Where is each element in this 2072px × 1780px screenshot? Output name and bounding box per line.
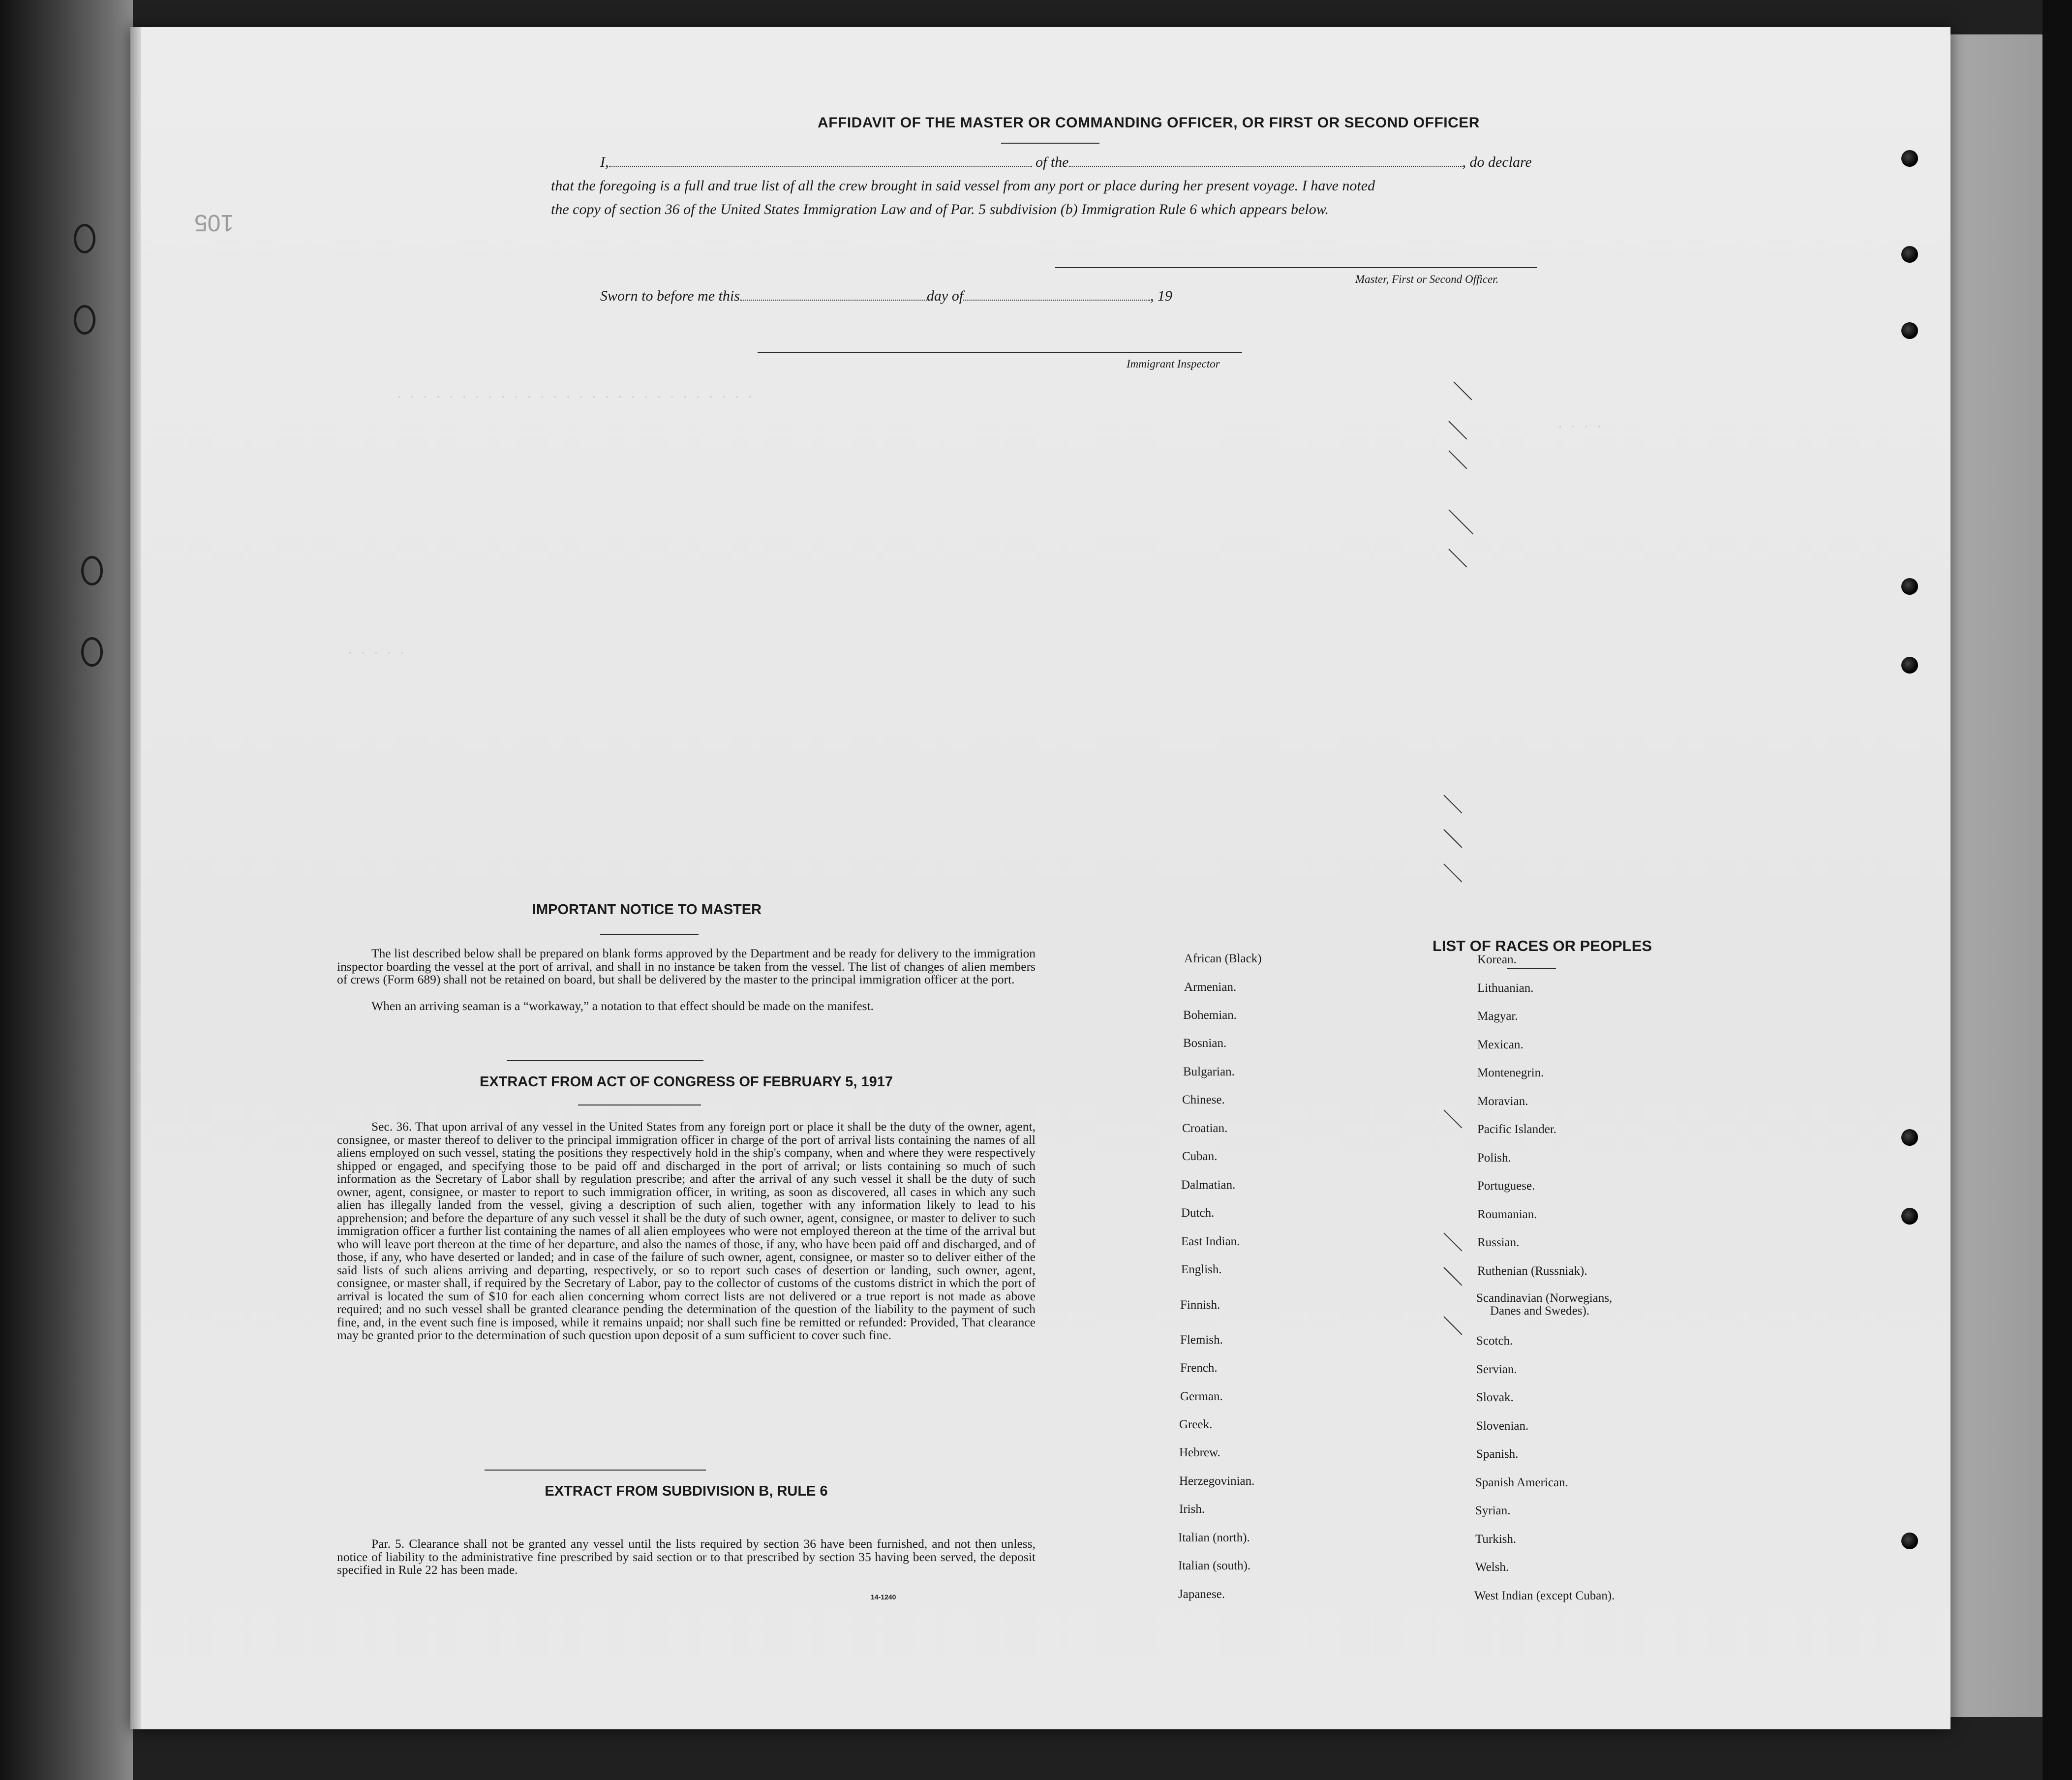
affidavit-line-2: that the foregoing is a full and true list of all the crew brought in said vessel from any port or place during her present voyage. I have noted xyxy=(551,178,1375,194)
race-item: Portuguese. xyxy=(1477,1179,1535,1193)
binder-hole-icon xyxy=(1901,1208,1918,1225)
vessel-label: of the xyxy=(1036,154,1069,170)
race-item: East Indian. xyxy=(1181,1235,1240,1248)
race-item: Flemish. xyxy=(1180,1333,1223,1347)
pencil-tick-mark xyxy=(1448,549,1467,567)
inspector-signature-caption: Immigrant Inspector xyxy=(1127,358,1220,370)
race-item: Ruthenian (Russniak). xyxy=(1477,1264,1587,1278)
sworn-month-field[interactable] xyxy=(963,289,1150,301)
race-item: Turkish. xyxy=(1475,1533,1517,1546)
pencil-tick-mark xyxy=(1443,863,1462,882)
binder-hole-icon xyxy=(1901,246,1918,263)
race-item: English. xyxy=(1181,1263,1222,1276)
race-item: Dutch. xyxy=(1181,1206,1215,1220)
affidavit-title: AFFIDAVIT OF THE MASTER OR COMMANDING OFFICER, OR FIRST OR SECOND OFFICER xyxy=(818,115,1480,131)
race-item: African (Black) xyxy=(1184,952,1262,965)
race-item: Scotch. xyxy=(1476,1334,1513,1348)
race-item: German. xyxy=(1180,1390,1223,1403)
race-item: French. xyxy=(1180,1361,1218,1375)
affidavit-line-3: the copy of section 36 of the United States Immigration Law and of Par. 5 subdivision (b) Immigration Rule 6 which appears below. xyxy=(551,201,1329,217)
year-label: , 19 xyxy=(1150,288,1173,304)
vessel-name-field[interactable] xyxy=(1069,155,1463,167)
pencil-tick-mark xyxy=(1443,1267,1462,1286)
act-extract-title: EXTRACT FROM ACT OF CONGRESS OF FEBRUARY 5, 1917 xyxy=(479,1074,893,1090)
races-title-rule xyxy=(1507,968,1556,969)
race-item: Slovenian. xyxy=(1476,1419,1529,1433)
race-item: Russian. xyxy=(1477,1236,1520,1249)
binder-hole-icon xyxy=(1901,1129,1918,1146)
race-item: Welsh. xyxy=(1475,1561,1509,1574)
affidavit-line-1 xyxy=(600,154,1532,171)
sworn-label: Sworn to before me this xyxy=(600,288,740,304)
race-item: Cuban. xyxy=(1182,1150,1218,1163)
pencil-tick-mark xyxy=(1448,509,1473,534)
race-item: Bulgarian. xyxy=(1183,1065,1235,1078)
race-item: West Indian (except Cuban). xyxy=(1474,1589,1615,1602)
race-item: Japanese. xyxy=(1178,1588,1225,1601)
master-signature-caption: Master, First or Second Officer. xyxy=(1355,273,1499,285)
race-item: Pacific Islander. xyxy=(1477,1123,1557,1136)
pencil-tick-mark xyxy=(1443,1232,1462,1251)
race-item: Italian (south). xyxy=(1178,1559,1251,1572)
race-item: Finnish. xyxy=(1180,1298,1220,1312)
pencil-tick-mark xyxy=(1448,421,1467,439)
binder-hole-icon xyxy=(1901,578,1918,595)
declarant-label: I, xyxy=(600,154,609,170)
pencil-tick-mark xyxy=(1443,1109,1462,1128)
scan-border-right xyxy=(2042,0,2072,1780)
race-item: Spanish. xyxy=(1476,1447,1519,1461)
races-title: LIST OF RACES OR PEOPLES xyxy=(1432,937,1652,954)
title-rule xyxy=(1001,143,1099,144)
day-of-label: day of xyxy=(926,288,964,304)
form-number: 14-1240 xyxy=(871,1593,896,1601)
sworn-line xyxy=(600,288,1172,305)
race-item: Lithuanian. xyxy=(1477,982,1534,995)
race-item: Bosnian. xyxy=(1183,1037,1227,1050)
race-item: Armenian. xyxy=(1184,981,1237,994)
binder-ring-icon xyxy=(81,637,103,667)
sworn-day-field[interactable] xyxy=(740,289,927,301)
race-item: Scandinavian (Norwegians, xyxy=(1476,1291,1613,1305)
race-item: Korean. xyxy=(1477,953,1517,966)
binder-ring-icon xyxy=(81,556,103,585)
race-item: Mexican. xyxy=(1477,1038,1524,1051)
binder-hole-icon xyxy=(1901,150,1918,167)
race-item: Servian. xyxy=(1476,1363,1517,1376)
binder-ring-icon xyxy=(74,305,95,335)
notice-rule xyxy=(600,934,699,935)
scan-border-left xyxy=(0,0,133,1780)
inspector-signature-line[interactable] xyxy=(758,352,1242,353)
binder-hole-icon xyxy=(1901,657,1918,674)
section-divider-1 xyxy=(507,1060,703,1061)
race-item: Chinese. xyxy=(1182,1093,1225,1106)
race-item: Slovak. xyxy=(1476,1391,1514,1404)
notice-paragraph-2: When an arriving seaman is a “workaway,” a notation to that effect should be made on the manifest. xyxy=(371,999,874,1013)
race-item: Croatian. xyxy=(1182,1122,1228,1135)
race-item: Dalmatian. xyxy=(1181,1178,1236,1192)
race-item: Montenegrin. xyxy=(1477,1066,1544,1079)
race-item: Moravian. xyxy=(1477,1095,1528,1108)
race-item: Bohemian. xyxy=(1183,1009,1237,1022)
race-item: Italian (north). xyxy=(1178,1531,1250,1544)
section-divider-2 xyxy=(485,1470,706,1471)
act-extract-body: Sec. 36. That upon arrival of any vessel in the United States from any foreign port or place it shall be the duty of the owner, agent, consignee, or master thereof to deliver to the principal immigration officer in charge of the port of arrival lists containing the names of all aliens employed on such vessel, stating the positions they respectively hold in the ship's company, when and where they were respectively shipped or engaged, and specifying those to be paid off and discharged in the port of arrival; or lists containing so much of such information as the Secretary of Labor shall by regulation prescribe; and after the arrival of any such vessel it shall be the duty of such owner, agent, consignee, or master to report to such immigration officer, in writing, as soon as discovered, all cases in which any such alien has illegally landed from the vessel, giving a description of such alien, together with any information likely to lead to his apprehension; and before the departure of any such vessel it shall be the duty of such owner, agent, consignee, or master to deliver to such immigration officer a further list containing the names of all alien employees who were not employed thereon at the time of the arrival but who will leave port thereon at the time of her departure, and also the names of those, if any, who have been paid off and discharged, and of those, if any, who have deserted or landed; and in case of the failure of such owner, agent, consignee, or master so to deliver either of the said lists of such aliens arriving and departing, respectively, or so to report such cases of desertion or landing, such owner, agent, consignee, or master shall, if required by the Secretary of Labor, pay to the collector of customs of the customs district in which the port of arrival is located the sum of $10 for each alien concerning whom correct lists are not delivered or a true report is not made as above required; and no such vessel shall be granted clearance pending the determination of the question of the liability to the payment of such fine, and, in the event such fine is imposed, while it remains unpaid; nor shall such fine be remitted or refunded: Provided, That clearance may be granted prior to the determination of such question upon deposit of a sum sufficient to cover such fine. xyxy=(337,1119,1036,1342)
pencil-tick-mark xyxy=(1443,829,1462,848)
pencil-tick-mark xyxy=(1448,450,1467,469)
race-item: Magyar. xyxy=(1477,1010,1518,1023)
document-page: · · · · · · · · · · · · · · · · · · · · · · · · · · · · · · · · · · · · · AFFIDAVIT OF THE MASTER OR COMMANDING OFFICER, OR FIRST OR SECOND OFFICER I, of the , do declare that the foregoing is a full and true list of all the crew brought in said vessel from any port or place during her present voyage. I have noted the copy of section 36 of the United States Immigration Law and of Par. 5 subdivision (b) Immigration Rule 6 which appears below. Master, First or Second Officer. Sworn to before me this day of , 19 Immigrant Inspector IMPORTANT NOTICE TO MASTER The list described below shall be prepared on blank forms approved by the Department and be ready for delivery to the immigration inspector boarding the vessel at the port of arrival, and shall in no instance be taken from the vessel. The list of changes of alien members of crews (Form 689) shall not be retained on board, but shall be delivered by the master to the principal immigration officer at the port. When an arriving seaman is a “workaway,” a notation to that effect should be made on the manifest. EXTRACT FROM ACT OF CONGRESS OF FEBRUARY 5, 1917 Sec. 36. That upon arrival of any vessel in the United States from any foreign port or place it shall be the duty of the owner, agent, consignee, or master thereof to deliver to the principal immigration officer in charge of the port of arrival lists containing the names of all aliens employed on such vessel, stating the positions they respectively hold in the ship's company, when and where they were respectively shipped or engaged, and specifying those to be paid off and discharged in the port of arrival; or lists containing so much of such information as the Secretary of Labor shall by regulation prescribe; and after the arrival of any such vessel it shall be the duty of such owner, agent, consignee, or master to report to such immigration officer, in writing, as soon as discovered, all cases in which any such alien has illegally landed from the vessel, giving a description of such alien, together with any information likely to lead to his apprehension; and before the departure of any such vessel it shall be the duty of such owner, agent, consignee, or master to deliver to such immigration officer a further list containing the names of all alien employees who were not employed thereon at the time of the arrival but who will leave port thereon at the time of her departure, and also the names of those, if any, who have been paid off and discharged, and of those, if any, who have deserted or landed; and in case of the failure of such owner, agent, consignee, or master so to deliver either of the said lists of such aliens arriving and departing, respectively, or so to report such cases of desertion or landing, such owner, agent, consignee, or master shall, if required by the Secretary of Labor, pay to the collector of customs of the customs district in which the port of arrival is located the sum of $10 for each alien concerning whom correct lists are not delivered or a true report is not made as above required; and no such vessel shall be granted clearance pending the determination of the question of the liability to the payment of such fine, and, in the event such fine is imposed, while it remains unpaid; nor shall such fine be remitted or refunded: Provided, That clearance may be granted prior to the determination of such question upon deposit of a sum sufficient to cover such fine. EXTRACT FROM SUBDIVISION B, RULE 6 Par. 5. Clearance shall not be granted any vessel until the lists required by section 36 have been furnished, and not then unless, notice of liability to the administrative fine prescribed by said section or to that prescribed by section 35 having been served, the deposit specified in Rule 22 has been made. 14-1240 LIST OF RACES OR PEOPLES African (Black) Armenian. Bohemian. Bosnian. Bulgarian. Chinese. Croatian. Cuban. Dalmatian. Dutch. East Indian. English. Finnish. Flemish. French. German. Greek. Hebrew. Herzegovinian. Irish. Italian (north). Italian (south). Japanese. Korean. Lithuanian. Magyar. Mexican. Montenegrin. Moravian. Pacific Islander. Polish. Portuguese. Roumanian. Russian. Ruthenian (Russniak). Scandinavian (Norwegians, Danes and Swedes). Scotch. Servian. Slovak. Slovenian. Spanish. Spanish American. Syrian. Turkish. Welsh. West Indian (except Cuban). 105 xyxy=(130,27,1950,1729)
race-item: Roumanian. xyxy=(1477,1208,1537,1221)
race-item: Syrian. xyxy=(1475,1504,1511,1517)
rule-extract-title: EXTRACT FROM SUBDIVISION B, RULE 6 xyxy=(545,1483,828,1499)
race-item: Hebrew. xyxy=(1179,1446,1220,1459)
rule-extract-body: Par. 5. Clearance shall not be granted any vessel until the lists required by section 36 have been furnished, and not then unless, notice of liability to the administrative fine prescribed by said section or to that prescribed by section 35 having been served, the deposit specified in Rule 22 has been made. xyxy=(337,1536,1036,1577)
binder-hole-icon xyxy=(1901,322,1918,339)
race-item: Irish. xyxy=(1179,1503,1205,1516)
margin-page-number: 105 xyxy=(194,210,234,236)
binder-hole-icon xyxy=(1901,1533,1918,1549)
binder-ring-icon xyxy=(74,224,95,253)
notice-title: IMPORTANT NOTICE TO MASTER xyxy=(532,902,762,918)
pencil-tick-mark xyxy=(1453,381,1472,400)
race-item: Greek. xyxy=(1179,1418,1213,1431)
race-item: Polish. xyxy=(1477,1151,1511,1165)
pencil-tick-mark xyxy=(1443,795,1462,813)
notice-paragraph-1: The list described below shall be prepared on blank forms approved by the Department and be ready for delivery to the immigration inspector boarding the vessel at the port of arrival, and shall in no instance be taken from the vessel. The list of changes of alien members of crews (Form 689) shall not be retained on board, but shall be delivered by the master to the principal immigration officer at the port. xyxy=(337,946,1036,986)
race-item: Herzegovinian. xyxy=(1179,1474,1255,1488)
page-binding-edge xyxy=(130,27,141,1729)
race-item: Spanish American. xyxy=(1475,1476,1568,1489)
race-item: Danes and Swedes). xyxy=(1490,1304,1590,1318)
declarant-name-field[interactable] xyxy=(609,155,1032,167)
pencil-tick-mark xyxy=(1443,1316,1462,1335)
master-signature-line[interactable] xyxy=(1055,267,1537,268)
declare-label: , do declare xyxy=(1462,154,1532,170)
